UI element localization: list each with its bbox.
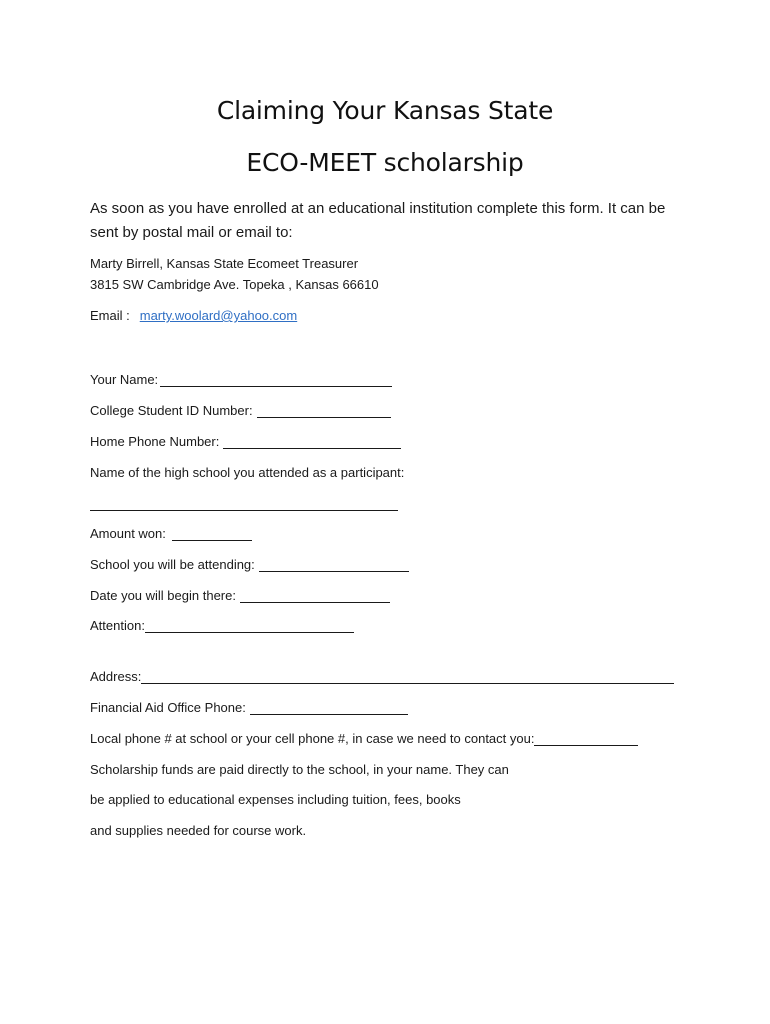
begin-date-label: Date you will begin there: [90, 588, 236, 603]
your-name-field [90, 372, 392, 387]
title-line-1: Claiming Your Kansas State [216, 96, 554, 125]
financial-aid-phone-input[interactable] [250, 701, 408, 715]
intro-paragraph: As soon as you have enrolled at an educational institution complete this form. It can be sent by postal mail or email to: [90, 200, 666, 241]
attention-field [90, 618, 354, 633]
contact-name: Marty Birrell, Kansas State Ecomeet Treasurer [90, 256, 359, 271]
contact-address: 3815 SW Cambridge Ave. Topeka , Kansas 66610 [90, 277, 379, 292]
student-id-input[interactable] [257, 404, 391, 418]
address-field [90, 669, 674, 684]
high-school-label: Name of the high school you attended as a participant: [90, 465, 405, 480]
footer-line-3: and supplies needed for course work. [90, 823, 307, 838]
amount-won-label: Amount won: [90, 526, 166, 541]
financial-aid-phone-label: Financial Aid Office Phone: [90, 700, 246, 715]
begin-date-field [90, 588, 390, 603]
financial-aid-phone-field [90, 700, 408, 715]
home-phone-label: Home Phone Number: [90, 434, 220, 449]
home-phone-field [90, 434, 401, 449]
high-school-field [90, 465, 404, 480]
your-name-label: Your Name: [90, 372, 159, 387]
amount-won-input[interactable] [172, 527, 252, 541]
local-phone-field [90, 731, 638, 746]
begin-date-input[interactable] [240, 589, 390, 603]
amount-won-field [90, 526, 252, 541]
school-attending-field [90, 557, 409, 572]
student-id-label: College Student ID Number: [90, 403, 253, 418]
title-line-2: ECO-MEET scholarship [246, 148, 524, 177]
home-phone-input[interactable] [223, 435, 401, 449]
your-name-input[interactable] [160, 373, 392, 387]
student-id-field [90, 403, 391, 418]
local-phone-input[interactable] [534, 732, 638, 746]
contact-email-row [90, 308, 297, 323]
footer-line-2: be applied to educational expenses including tuition, fees, books [90, 792, 461, 807]
school-attending-input[interactable] [259, 558, 409, 572]
email-label: Email : [90, 308, 130, 323]
high-school-input[interactable] [90, 510, 398, 511]
local-phone-label: Local phone # at school or your cell phone #, in case we need to contact you: [90, 731, 535, 746]
email-link[interactable]: marty.woolard@yahoo.com [139, 308, 298, 323]
address-input[interactable] [141, 670, 674, 684]
footer-line-1: Scholarship funds are paid directly to the school, in your name. They can [90, 762, 509, 777]
attention-label: Attention: [90, 618, 145, 633]
address-label: Address: [90, 669, 142, 684]
attention-input[interactable] [145, 619, 354, 633]
school-attending-label: School you will be attending: [90, 557, 255, 572]
